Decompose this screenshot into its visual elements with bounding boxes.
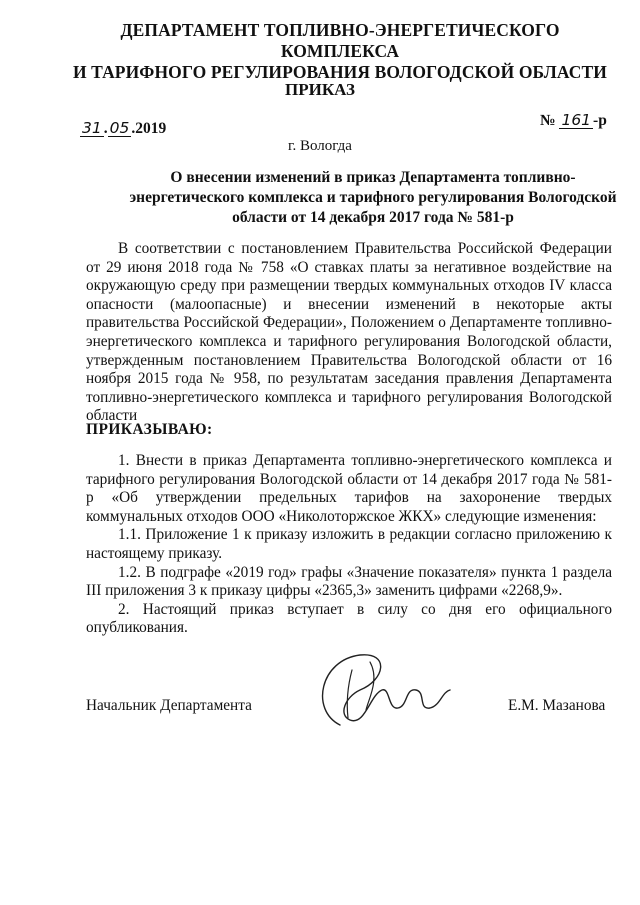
- document-type-title: ПРИКАЗ: [285, 80, 355, 99]
- department-header: [60, 20, 620, 83]
- order-word: ПРИКАЗЫВАЮ:: [86, 421, 213, 438]
- date-day: 31: [82, 119, 102, 137]
- item-2: 2. Настоящий приказ вступает в силу со дня его официального опубликования.: [86, 600, 612, 637]
- date-month: 05: [109, 119, 130, 137]
- city: г. Вологда: [288, 138, 352, 154]
- signatory-name: Е.М. Мазанова: [508, 697, 606, 714]
- order-date: 31 . 05 .2019: [82, 119, 167, 137]
- handwritten-signature: [290, 640, 460, 740]
- preamble-paragraph: В соответствии с постановлением Правительства Российской Федерации от 29 июня 2018 года № 758 «О ставках платы за негативное воздействие на окружающую среду при размещении твердых коммунальных отходов IV класса опасности (малоопасные) и внесении изменений в некоторые акты правительства Российской Федерации», Положением о Департаменте топливно-энергетического комплекса и тарифного регулирования Вологодской области, утвержденным постановлением Правительства Вологодской области от 16 ноября 2015 года № 958, по результатам заседания правления Департамента топливно-энергетического комплекса и тарифного регулирования Вологодской области: [86, 240, 612, 425]
- order-items: [86, 452, 612, 638]
- item-1-2: 1.2. В подграфе «2019 год» графы «Значение показателя» пункта 1 раздела III приложения 3 к приказу цифры «2365,3» заменить цифрами «2268,9».: [86, 563, 612, 600]
- number-value: 161: [561, 111, 592, 129]
- order-subject: О внесении изменений в приказ Департамента топливно-энергетического комплекса и тарифного регулирования Вологодской области от 14 декабря 2017 года № 581-р: [129, 169, 617, 226]
- header-line-1: ДЕПАРТАМЕНТ ТОПЛИВНО-ЭНЕРГЕТИЧЕСКОГО КОМПЛЕКСА: [120, 20, 560, 61]
- header-line-2: И ТАРИФНОГО РЕГУЛИРОВАНИЯ ВОЛОГОДСКОЙ ОБЛАСТИ: [72, 62, 607, 82]
- item-1: 1. Внести в приказ Департамента топливно-энергетического комплекса и тарифного регулирования Вологодской области от 14 декабря 2017 года № 581-р «Об утверждении предельных тарифов на захоронение твердых коммунальных отходов ООО «Николоторжское ЖКХ» следующие изменения:: [86, 452, 612, 525]
- signatory-title: Начальник Департамента: [86, 697, 252, 714]
- number-suffix: -р: [593, 112, 607, 129]
- order-number: [540, 112, 607, 130]
- number-prefix: №: [540, 112, 556, 129]
- item-1-1: 1.1. Приложение 1 к приказу изложить в редакции согласно приложению к настоящему приказу.: [86, 526, 612, 562]
- date-year: .2019: [131, 120, 167, 137]
